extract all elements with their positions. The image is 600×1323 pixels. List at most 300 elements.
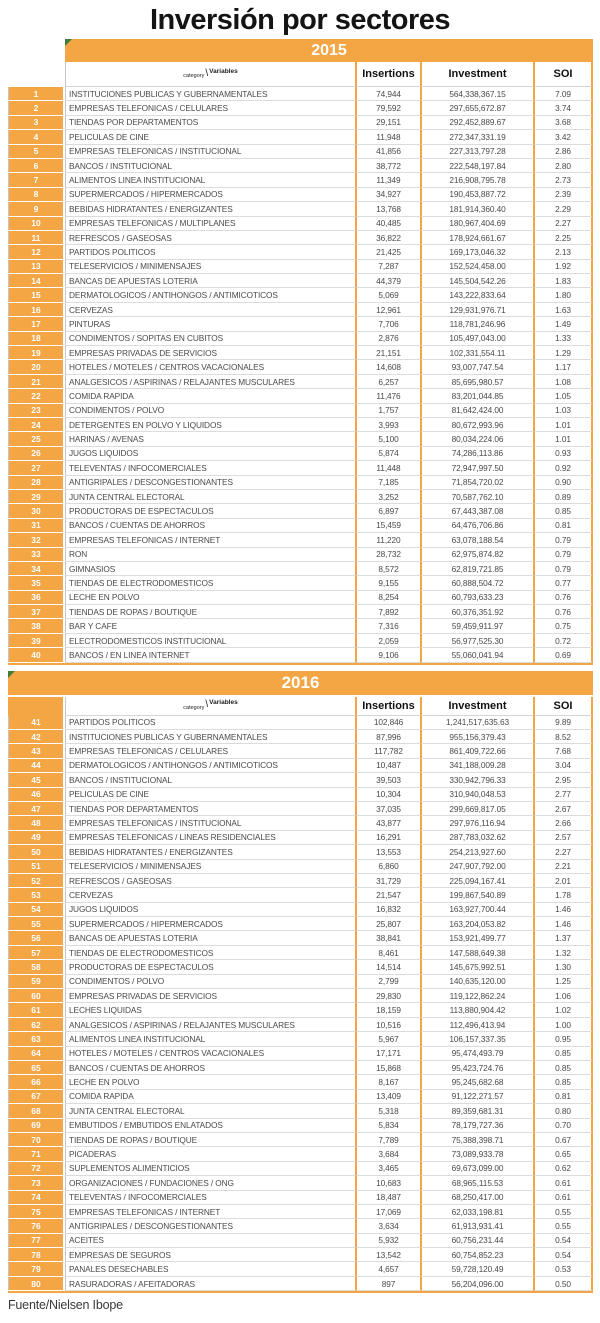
diagonal-divider: \ [205,699,209,711]
soi-cell: 0.76 [533,605,593,619]
investment-cell: 272,347,331.19 [420,130,533,144]
year-header-2016 [8,671,593,695]
investment-cell: 75,388,398.71 [420,1133,533,1147]
category-cell: EMPRESAS PRIVADAS DE SERVICIOS [65,989,355,1003]
category-cell: BANCOS / CUENTAS DE AHORROS [65,519,355,533]
insertions-cell: 1,757 [355,404,420,418]
rank-badge: 65 [8,1061,63,1075]
insertions-cell: 43,877 [355,816,420,830]
category-cell: RASURADORAS / AFEITADORAS [65,1277,355,1291]
soi-cell: 3.68 [533,116,593,130]
category-cell: EMPRESAS TELEFONICAS / INSTITUCIONAL [65,816,355,830]
table-row [8,231,593,245]
table-row [8,245,593,259]
category-cell: PANALES DESECHABLES [65,1262,355,1276]
rank-badge: 3 [8,116,63,130]
rank-badge: 6 [8,159,63,173]
table-row [8,874,593,888]
category-cell: SUPERMERCADOS / HIPERMERCADOS [65,188,355,202]
soi-cell: 2.66 [533,816,593,830]
insertions-cell: 2,799 [355,975,420,989]
table-row [8,591,593,605]
category-cell: ACEITES [65,1234,355,1248]
category-cell: ANALGESICOS / ASPIRINAS / RELAJANTES MUSCULARES [65,1018,355,1032]
insertions-cell: 13,768 [355,202,420,216]
investment-cell: 62,033,198.81 [420,1205,533,1219]
soi-cell: 1.92 [533,260,593,274]
soi-cell: 1.37 [533,931,593,945]
category-cell: COMIDA RAPIDA [65,389,355,403]
rank-badge: 72 [8,1162,63,1176]
investment-cell: 153,921,499.77 [420,931,533,945]
table-section-2015 [8,39,593,665]
investment-cell: 60,754,852.23 [420,1248,533,1262]
investment-cell: 247,907,792.00 [420,860,533,874]
investment-cell: 181,914,360.40 [420,202,533,216]
rank-badge: 4 [8,130,63,144]
insertions-cell: 44,379 [355,274,420,288]
table-row [8,548,593,562]
rank-badge: 23 [8,404,63,418]
soi-cell: 0.55 [533,1205,593,1219]
rank-badge: 32 [8,533,63,547]
category-cell: INSTITUCIONES PUBLICAS Y GUBERNAMENTALES [65,87,355,101]
investment-cell: 310,940,048.53 [420,788,533,802]
table-section-2016 [8,671,593,1294]
investment-cell: 106,157,337.35 [420,1032,533,1046]
rank-badge: 27 [8,461,63,475]
investment-cell: 163,204,053.82 [420,917,533,931]
investment-cell: 297,976,116.94 [420,816,533,830]
rank-badge: 80 [8,1277,63,1291]
rank-badge: 13 [8,260,63,274]
soi-cell: 2.77 [533,788,593,802]
rank-badge: 22 [8,389,63,403]
investment-cell: 143,222,833.64 [420,288,533,302]
soi-cell: 2.27 [533,845,593,859]
rank-badge: 61 [8,1003,63,1017]
investment-cell: 64,476,706.86 [420,519,533,533]
variables-axis-label: Variables [209,699,238,707]
insertions-cell: 5,967 [355,1032,420,1046]
soi-cell: 0.77 [533,576,593,590]
rank-badge: 42 [8,730,63,744]
insertions-cell: 10,304 [355,788,420,802]
category-cell: TIENDAS DE ROPAS / BOUTIQUE [65,1133,355,1147]
insertions-cell: 29,151 [355,116,420,130]
insertions-cell: 7,789 [355,1133,420,1147]
category-cell: EMPRESAS TELEFONICAS / INTERNET [65,533,355,547]
table-row [8,1262,593,1276]
soi-cell: 0.72 [533,634,593,648]
soi-cell: 1.01 [533,418,593,432]
soi-cell: 1.02 [533,1003,593,1017]
soi-cell: 0.65 [533,1147,593,1161]
table-row [8,159,593,173]
category-cell: SUPLEMENTOS ALIMENTICIOS [65,1162,355,1176]
rank-badge: 46 [8,788,63,802]
category-cell: PARTIDOS POLITICOS [65,716,355,730]
rank-badge: 8 [8,188,63,202]
rank-badge: 20 [8,360,63,374]
soi-cell: 1.17 [533,360,593,374]
insertions-cell: 6,257 [355,375,420,389]
investment-cell: 56,977,525.30 [420,634,533,648]
investment-cell: 564,338,367.15 [420,87,533,101]
soi-cell: 0.95 [533,1032,593,1046]
rank-badge: 35 [8,576,63,590]
soi-cell: 1.00 [533,1018,593,1032]
insertions-cell: 31,729 [355,874,420,888]
category-cell: TIENDAS POR DEPARTAMENTOS [65,116,355,130]
year-header-2015 [65,39,593,62]
investment-cell: 55,060,041.94 [420,648,533,662]
insertions-cell: 3,993 [355,418,420,432]
soi-cell: 0.53 [533,1262,593,1276]
insertions-cell: 6,897 [355,504,420,518]
soi-cell: 0.92 [533,461,593,475]
investment-cell: 62,975,874.82 [420,548,533,562]
insertions-cell: 18,159 [355,1003,420,1017]
insertions-cell: 21,547 [355,888,420,902]
soi-cell: 0.54 [533,1234,593,1248]
corner-marker-icon [65,39,72,46]
rank-badge: 15 [8,288,63,302]
investment-cell: 140,635,120.00 [420,975,533,989]
table-row [8,1162,593,1176]
insertions-cell: 2,059 [355,634,420,648]
investment-cell: 341,188,009.28 [420,759,533,773]
category-cell: EMPRESAS TELEFONICAS / INSTITUCIONAL [65,145,355,159]
investment-cell: 61,913,931.41 [420,1219,533,1233]
table-row [8,274,593,288]
category-cell: BEBIDAS HIDRATANTES / ENERGIZANTES [65,202,355,216]
insertions-cell: 10,683 [355,1176,420,1190]
insertions-cell: 87,996 [355,730,420,744]
rank-badge: 68 [8,1104,63,1118]
insertions-cell: 7,287 [355,260,420,274]
rank-badge: 55 [8,917,63,931]
table-row [8,1191,593,1205]
rank-badge: 75 [8,1205,63,1219]
category-cell: CERVEZAS [65,303,355,317]
category-cell: EMPRESAS TELEFONICAS / INTERNET [65,1205,355,1219]
soi-cell: 1.25 [533,975,593,989]
table-row [8,730,593,744]
insertions-cell: 8,461 [355,946,420,960]
investment-cell: 59,459,911.97 [420,619,533,633]
rank-badge: 39 [8,634,63,648]
category-cell: LECHE EN POLVO [65,591,355,605]
investment-cell: 62,819,721.85 [420,562,533,576]
investment-cell: 70,587,762.10 [420,490,533,504]
table-row [8,1104,593,1118]
soi-cell: 2.25 [533,231,593,245]
table-row [8,831,593,845]
category-cell: EMPRESAS PRIVADAS DE SERVICIOS [65,346,355,360]
investment-cell: 56,204,096.00 [420,1277,533,1291]
rank-badge: 38 [8,619,63,633]
investment-cell: 80,672,993.96 [420,418,533,432]
soi-cell: 1.03 [533,404,593,418]
category-cell: EMPRESAS TELEFONICAS / CELULARES [65,744,355,758]
rank-badge: 64 [8,1047,63,1061]
table-row [8,1047,593,1061]
column-header-insertions: Insertions [355,697,420,716]
category-cell: BAR Y CAFE [65,619,355,633]
investment-cell: 95,423,724.76 [420,1061,533,1075]
category-cell: PELICULAS DE CINE [65,788,355,802]
insertions-cell: 5,932 [355,1234,420,1248]
insertions-cell: 11,220 [355,533,420,547]
insertions-cell: 8,254 [355,591,420,605]
investment-cell: 113,880,904.42 [420,1003,533,1017]
insertions-cell: 102,846 [355,716,420,730]
category-cell: PRODUCTORAS DE ESPECTACULOS [65,960,355,974]
table-row [8,260,593,274]
soi-cell: 7.68 [533,744,593,758]
insertions-cell: 3,684 [355,1147,420,1161]
category-cell: CERVEZAS [65,888,355,902]
insertions-cell: 5,100 [355,432,420,446]
table-row [8,504,593,518]
insertions-cell: 16,291 [355,831,420,845]
category-cell: ALIMENTOS LINEA INSTITUCIONAL [65,173,355,187]
soi-cell: 1.01 [533,432,593,446]
rank-badge: 19 [8,346,63,360]
category-cell: TIENDAS DE ELECTRODOMESTICOS [65,576,355,590]
diagonal-divider: \ [205,67,209,79]
insertions-cell: 10,516 [355,1018,420,1032]
rank-badge: 57 [8,946,63,960]
soi-cell: 0.79 [533,562,593,576]
table-row [8,744,593,758]
investment-cell: 91,122,271.57 [420,1090,533,1104]
category-cell: CONDIMENTOS / POLVO [65,404,355,418]
table-row [8,101,593,115]
soi-cell: 2.39 [533,188,593,202]
category-cell: EMPRESAS DE SEGUROS [65,1248,355,1262]
investment-cell: 180,967,404.69 [420,217,533,231]
table-row [8,903,593,917]
investment-cell: 60,376,351.92 [420,605,533,619]
rank-badge: 67 [8,1090,63,1104]
rank-badge: 25 [8,432,63,446]
soi-cell: 0.81 [533,519,593,533]
investment-cell: 63,078,188.54 [420,533,533,547]
soi-cell: 2.67 [533,802,593,816]
category-cell: TIENDAS POR DEPARTAMENTOS [65,802,355,816]
rank-badge: 71 [8,1147,63,1161]
insertions-cell: 18,487 [355,1191,420,1205]
insertions-cell: 15,868 [355,1061,420,1075]
column-header-category [65,62,355,87]
table-row [8,788,593,802]
soi-cell: 0.61 [533,1191,593,1205]
category-cell: HOTELES / MOTELES / CENTROS VACACIONALES [65,360,355,374]
rank-badge: 31 [8,519,63,533]
category-cell: ANTIGRIPALES / DESCONGESTIONANTES [65,1219,355,1233]
table-row [8,1133,593,1147]
soi-cell: 2.57 [533,831,593,845]
investment-cell: 60,793,633.23 [420,591,533,605]
rank-badge: 74 [8,1191,63,1205]
insertions-cell: 5,874 [355,447,420,461]
soi-cell: 1.32 [533,946,593,960]
table-body-2015 [8,87,593,663]
table-row [8,562,593,576]
insertions-cell: 7,316 [355,619,420,633]
soi-cell: 1.63 [533,303,593,317]
rank-badge: 70 [8,1133,63,1147]
table-row [8,1147,593,1161]
investment-cell: 95,474,493.79 [420,1047,533,1061]
table-row [8,1090,593,1104]
rank-badge: 26 [8,447,63,461]
soi-cell: 1.83 [533,274,593,288]
table-row [8,773,593,787]
page-title: Inversión por sectores [149,4,451,36]
table-row [8,648,593,662]
category-cell: HOTELES / MOTELES / CENTROS VACACIONALES [65,1047,355,1061]
rank-badge: 60 [8,989,63,1003]
category-cell: TELEVENTAS / INFOCOMERCIALES [65,1191,355,1205]
insertions-cell: 17,171 [355,1047,420,1061]
table-row [8,1176,593,1190]
table-row [8,975,593,989]
category-cell: BANCAS DE APUESTAS LOTERIA [65,931,355,945]
infographic [0,6,600,1323]
table-row [8,288,593,302]
table-body-2016 [8,716,593,1292]
category-cell: LECHE EN POLVO [65,1075,355,1089]
insertions-cell: 21,425 [355,245,420,259]
insertions-cell: 38,841 [355,931,420,945]
category-cell: TELESERVICIOS / MINIMENSAJES [65,860,355,874]
table-row [8,404,593,418]
insertions-cell: 16,832 [355,903,420,917]
insertions-cell: 13,553 [355,845,420,859]
category-cell: ANTIGRIPALES / DESCONGESTIONANTES [65,476,355,490]
column-header-soi: SOI [533,697,593,716]
insertions-cell: 17,069 [355,1205,420,1219]
rail-spacer [8,62,63,87]
insertions-cell: 5,069 [355,288,420,302]
soi-cell: 0.85 [533,1047,593,1061]
insertions-cell: 9,155 [355,576,420,590]
soi-cell: 0.76 [533,591,593,605]
rank-badge: 79 [8,1262,63,1276]
table-row [8,317,593,331]
table-row [8,1018,593,1032]
table-row [8,1119,593,1133]
category-cell: REFRESCOS / GASEOSAS [65,874,355,888]
insertions-cell: 3,634 [355,1219,420,1233]
investment-cell: 68,250,417.00 [420,1191,533,1205]
investment-cell: 169,173,046.32 [420,245,533,259]
soi-cell: 1.33 [533,332,593,346]
year-label: 2015 [311,41,347,59]
investment-cell: 80,034,224.06 [420,432,533,446]
column-header-investment: Investment [420,697,533,716]
source-note: Fuente/Nielsen Ibope [8,1298,123,1313]
soi-cell: 0.54 [533,1248,593,1262]
column-header-row [8,697,593,716]
soi-cell: 8.52 [533,730,593,744]
table-row [8,634,593,648]
table-row [8,888,593,902]
soi-cell: 9.89 [533,716,593,730]
soi-cell: 0.85 [533,1061,593,1075]
insertions-cell: 5,834 [355,1119,420,1133]
insertions-cell: 37,035 [355,802,420,816]
table-row [8,87,593,101]
soi-cell: 0.67 [533,1133,593,1147]
investment-cell: 330,942,796.33 [420,773,533,787]
table-row [8,116,593,130]
category-cell: GIMNASIOS [65,562,355,576]
table-row [8,346,593,360]
insertions-cell: 74,944 [355,87,420,101]
table-row [8,360,593,374]
insertions-cell: 8,167 [355,1075,420,1089]
soi-cell: 1.29 [533,346,593,360]
rank-badge: 17 [8,317,63,331]
category-cell: HARINAS / AVENAS [65,432,355,446]
rank-badge: 48 [8,816,63,830]
rank-badge: 11 [8,231,63,245]
insertions-cell: 117,782 [355,744,420,758]
soi-cell: 2.80 [533,159,593,173]
table-bottom-border [8,1291,593,1293]
rank-badge: 44 [8,759,63,773]
insertions-cell: 11,476 [355,389,420,403]
soi-cell: 1.78 [533,888,593,902]
rank-badge: 69 [8,1119,63,1133]
table-row [8,490,593,504]
column-header-row [8,62,593,87]
rank-badge: 66 [8,1075,63,1089]
category-cell: BANCOS / CUENTAS DE AHORROS [65,1061,355,1075]
category-cell: ORGANIZACIONES / FUNDACIONES / ONG [65,1176,355,1190]
rank-badge: 59 [8,975,63,989]
insertions-cell: 9,106 [355,648,420,662]
investment-cell: 81,642,424.00 [420,404,533,418]
table-row [8,1075,593,1089]
table-row [8,1248,593,1262]
investment-cell: 89,359,681.31 [420,1104,533,1118]
table-row [8,389,593,403]
soi-cell: 0.80 [533,1104,593,1118]
table-row [8,188,593,202]
investment-cell: 72,947,997.50 [420,461,533,475]
table-row [8,173,593,187]
investment-cell: 71,854,720.02 [420,476,533,490]
soi-cell: 2.21 [533,860,593,874]
soi-cell: 1.06 [533,989,593,1003]
rank-badge: 63 [8,1032,63,1046]
rank-badge: 33 [8,548,63,562]
category-cell: COMIDA RAPIDA [65,1090,355,1104]
category-cell: TELEVENTAS / INFOCOMERCIALES [65,461,355,475]
category-cell: PINTURAS [65,317,355,331]
insertions-cell: 3,252 [355,490,420,504]
rank-badge: 14 [8,274,63,288]
table-row [8,845,593,859]
table-row [8,332,593,346]
category-cell: REFRESCOS / GASEOSAS [65,231,355,245]
category-cell: PICADERAS [65,1147,355,1161]
